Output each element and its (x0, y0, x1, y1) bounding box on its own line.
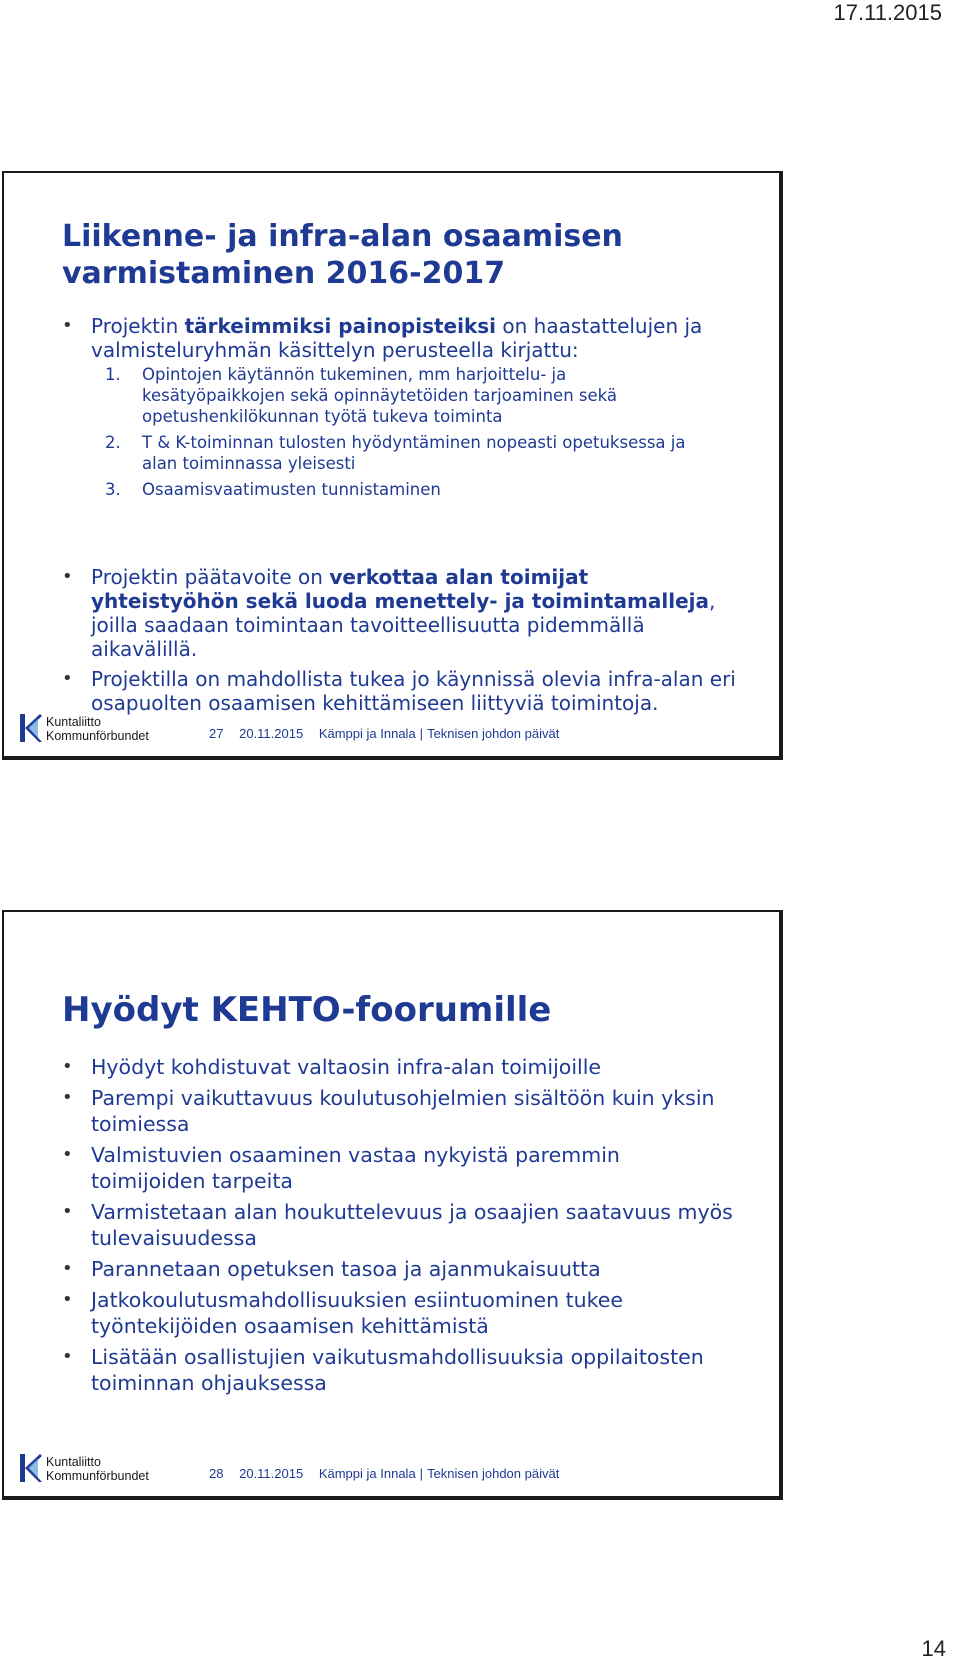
bullet-list-priorities (4, 314, 779, 505)
logo-line-2: Kommunförbundet (46, 729, 149, 743)
footer-authors: Kämppi ja Innala (318, 1466, 416, 1481)
bullet-item: • Parannetaan opetuksen tasoa ja ajanmukaisuutta (4, 1256, 779, 1282)
slide-title: Liikenne- ja infra-alan osaamisen varmistaminen 2016-2017 (62, 219, 623, 291)
logo-line-1: Kuntaliitto (46, 715, 101, 729)
slide-footer (16, 708, 779, 748)
footer-event: Teknisen johdon päivät (427, 1466, 560, 1481)
logo-line-2: Kommunförbundet (46, 1469, 149, 1483)
footer-authors: Kämppi ja Innala (318, 726, 416, 741)
slide-number: 28 (209, 1466, 224, 1481)
bullet-item: • Projektin päätavoite on verkottaa alan toimijat yhteistyöhön sekä luoda menettely- ja toimintamalleja, joilla saadaan toimintaan tavoitteellisuutta pidemmällä aikavälillä. (4, 565, 779, 661)
page-date: 17.11.2015 (833, 0, 942, 25)
footer-date: 20.11.2015 (239, 726, 304, 741)
footer-date: 20.11.2015 (239, 1466, 304, 1481)
slide-title: Hyödyt KEHTO-foorumille (62, 990, 552, 1030)
numbered-list (91, 364, 739, 500)
footer-info: 28 20.11.2015 Kämppi ja Innala | Teknisen johdon päivät (209, 1466, 560, 1481)
slide-number: 27 (209, 726, 224, 741)
numbered-item: 2. T & K-toiminnan tulosten hyödyntäminen nopeasti opetuksessa ja alan toiminnassa yleisesti (105, 433, 686, 473)
kuntaliitto-k-logo-icon (20, 1452, 42, 1484)
slide-footer (16, 1448, 779, 1488)
bullet-list-benefits (4, 1054, 779, 1401)
slide-28 (2, 910, 783, 1500)
bullet-list-goals (4, 565, 779, 715)
bullet-item: • Lisätään osallistujien vaikutusmahdollisuuksia oppilaitosten toiminnan ohjauksessa (4, 1344, 779, 1396)
bullet-item: • Hyödyt kohdistuvat valtaosin infra-alan toimijoille (4, 1054, 779, 1080)
slide-27 (2, 171, 783, 760)
numbered-item: 3. Osaamisvaatimusten tunnistaminen (105, 480, 441, 499)
bullet-item: • Jatkokoulutusmahdollisuuksien esiintuominen tukee työntekijöiden osaamisen kehittämistä (4, 1287, 779, 1339)
footer-event: Teknisen johdon päivät (427, 726, 560, 741)
bullet-item: • Valmistuvien osaaminen vastaa nykyistä paremmin toimijoiden tarpeita (4, 1142, 779, 1194)
footer-info: 27 20.11.2015 Kämppi ja Innala | Teknisen johdon päivät (209, 726, 560, 741)
logo-line-1: Kuntaliitto (46, 1455, 101, 1469)
page-number: 14 (921, 1636, 946, 1661)
numbered-item: 1. Opintojen käytännön tukeminen, mm harjoittelu- ja kesätyöpaikkojen sekä opinnäytetöiden tarjoaminen sekä opetushenkilökunnan työtä tukeva toiminta (105, 365, 618, 426)
bullet-item: • Parempi vaikuttavuus koulutusohjelmien sisältöön kuin yksin toimiessa (4, 1085, 779, 1137)
bullet-item: • Projektilla on mahdollista tukea jo käynnissä olevia infra-alan eri osapuolten osaamisen kehittämiseen liittyviä toimintoja. (4, 667, 779, 715)
kuntaliitto-logo (16, 1450, 156, 1486)
kuntaliitto-logo (16, 710, 156, 746)
bullet-item: • Projektin tärkeimmiksi painopisteiksi on haastattelujen ja valmisteluryhmän käsittelyn perusteella kirjattu: 1. Opintojen käytännön tukeminen, mm harjoittelu- ja kesätyöpaikkojen sekä opinnäytetöiden tarjoaminen sekä opetushenkilökunnan työtä tukeva toiminta 2. T & K-toiminnan tulosten hyödyntäminen nopeasti opetuksessa ja alan toiminnassa yleisesti 3. Osaamisvaatimusten tunnistaminen (4, 314, 779, 500)
bullet-item: • Varmistetaan alan houkuttelevuus ja osaajien saatavuus myös tulevaisuudessa (4, 1199, 779, 1251)
kuntaliitto-k-logo-icon (20, 712, 42, 744)
